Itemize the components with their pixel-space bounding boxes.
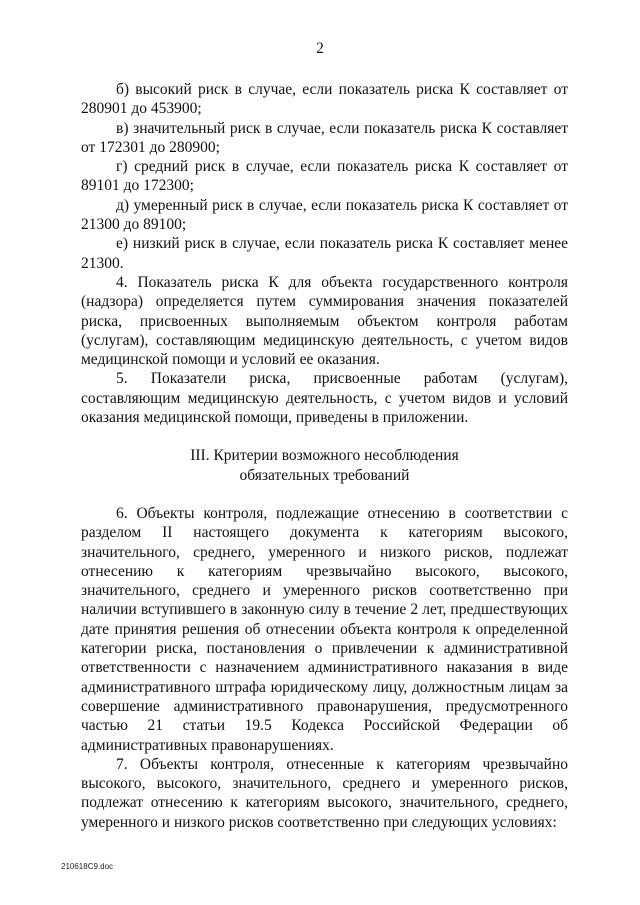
paragraph-6: 6. Объекты контроля, подлежащие отнесению в соответствии с разделом II настоящего документа к категориям высокого, значительного, среднего, умеренного и низкого рисков, подлежат отнесению к категориям чрезвычайно высокого, высокого, значительного, среднего и умеренного рисков соответственно при наличии вступившего в законную силу в течение 2 лет, предшествующих дате принятия решения об отнесении объекта контроля к определенной категории риска, постановления о привлечении к административной ответственности с назначением административного наказания в виде административного штрафа юридическому лицу, должностным лицам за совершение административного правонарушения, предусмотренного частью 21 статьи 19.5 Кодекса Российской Федерации об административных правонарушениях. [81, 504, 568, 754]
paragraph-5: 5. Показатели риска, присвоенные работам (услугам), составляющим медицинскую деятельность, с учетом видов и условий оказания медицинской помощи, приведены в приложении. [81, 370, 568, 427]
section-heading [81, 427, 568, 504]
page-number: 2 [316, 40, 324, 57]
paragraph-risk-high: б) высокий риск в случае, если показатель риска К составляет от 280901 до 453900; [81, 81, 568, 118]
section-heading-line2: обязательных требований [239, 466, 410, 484]
paragraph-risk-low: е) низкий риск в случае, если показатель риска К составляет менее 21300. [81, 235, 568, 272]
section-heading-line1: III. Критерии возможного несоблюдения [190, 447, 459, 465]
paragraph-risk-medium: г) средний риск в случае, если показатель риска К составляет от 89101 до 172300; [81, 158, 568, 195]
paragraph-risk-significant: в) значительный риск в случае, если показатель риска К составляет от 172301 до 280900; [81, 119, 568, 156]
paragraph-4: 4. Показатель риска К для объекта государственного контроля (надзора) определяется путем суммирования значения показателей риска, присвоенных выполняемым объектом контроля работам (услугам), составляющим медицинскую деятельность, с учетом видов медицинской помощи и условий ее оказания. [81, 273, 568, 369]
footer-doc-code: 210618C9.doc [61, 862, 114, 871]
paragraph-risk-moderate: д) умеренный риск в случае, если показатель риска К составляет от 21300 до 89100; [81, 196, 568, 234]
paragraph-7: 7. Объекты контроля, отнесенные к категориям чрезвычайно высокого, высокого, значительного, среднего и умеренного рисков, подлежат отнесению к категориям высокого, значительного, среднего, умеренного и низкого рисков соответственно при следующих условиях: [81, 755, 568, 831]
document-body [81, 80, 568, 832]
